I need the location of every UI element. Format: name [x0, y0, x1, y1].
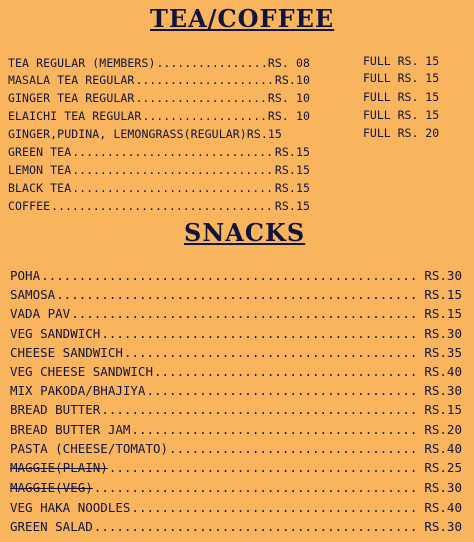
- snack-item-price: RS.15: [424, 306, 462, 321]
- dot-leader: [72, 145, 274, 159]
- snack-item-row: [10, 402, 462, 420]
- tea-item-name: GINGER,PUDINA, LEMONGRASS(REGULAR): [8, 127, 247, 141]
- snack-item-row: [10, 500, 462, 518]
- tea-item-price: ..RS. 08: [253, 56, 310, 70]
- snack-item-row: [10, 441, 462, 459]
- snack-item-row: [10, 345, 462, 363]
- dot-leader: [101, 326, 417, 341]
- dot-leader: [131, 500, 417, 515]
- dot-leader: [72, 163, 274, 177]
- dot-leader: [94, 480, 417, 495]
- dot-leader: [41, 268, 417, 283]
- dot-leader: [101, 402, 417, 417]
- tea-item-name: COFFEE: [8, 199, 51, 213]
- snack-item-price: RS.40: [424, 500, 462, 515]
- snack-item-name: VEG HAKA NOODLES: [10, 500, 131, 515]
- snack-item-name: PASTA (CHEESE/TOMATO): [10, 441, 169, 456]
- snack-item-row: [10, 268, 462, 286]
- dot-leader: [169, 441, 417, 456]
- tea-item-price: RS.10: [274, 73, 310, 87]
- snack-item-row: [10, 383, 462, 401]
- snack-item-name: MIX PAKODA/BHAJIYA: [10, 383, 146, 398]
- dot-leader: [71, 306, 417, 321]
- dot-leader: [124, 345, 417, 360]
- tea-item-row: [8, 73, 310, 90]
- tea-item-row: [8, 109, 310, 126]
- dot-leader: [146, 383, 417, 398]
- snack-item-row: [10, 422, 462, 440]
- tea-item-row: [8, 181, 310, 198]
- tea-item-full-price: FULL RS. 20: [363, 126, 440, 140]
- tea-item-price: RS. 10: [267, 109, 310, 123]
- snacks-title: SNACKS: [184, 218, 306, 247]
- snack-item-price: RS.15: [424, 287, 462, 302]
- tea-item-price: RS.15: [246, 127, 282, 141]
- tea-item-name: GREEN TEA: [8, 145, 72, 159]
- tea-item-row: [8, 91, 310, 108]
- tea-item-price: RS. 10: [267, 91, 310, 105]
- snack-item-name: BREAD BUTTER: [10, 402, 101, 417]
- snack-item-name: BREAD BUTTER JAM: [10, 422, 131, 437]
- snack-item-name: VEG SANDWICH: [10, 326, 101, 341]
- snack-item-row: [10, 480, 462, 498]
- tea-item-price: RS.15: [274, 163, 310, 177]
- dot-leader: [142, 109, 266, 123]
- snack-item-row: [10, 460, 462, 478]
- tea-item-price: RS.15: [274, 199, 310, 213]
- tea-item-row: [8, 127, 310, 144]
- tea-item-name: ELAICHI TEA REGULAR: [8, 109, 142, 123]
- tea-item-row: [8, 145, 310, 162]
- snack-item-row: [10, 306, 462, 324]
- snack-item-price: RS.35: [424, 345, 462, 360]
- dot-leader: [154, 364, 417, 379]
- tea-item-price: RS.15: [274, 145, 310, 159]
- snack-item-name: GREEN SALAD: [10, 519, 93, 534]
- snack-item-name: POHA: [10, 268, 41, 283]
- snack-item-row: [10, 364, 462, 382]
- tea-item-row: [8, 163, 310, 180]
- snack-item-price: RS.20: [424, 422, 462, 437]
- dot-leader: [51, 199, 274, 213]
- tea-item-full-price: FULL RS. 15: [363, 71, 440, 85]
- tea-item-name: BLACK TEA: [8, 181, 72, 195]
- snack-item-name: VADA PAV: [10, 306, 71, 321]
- snack-item-name: SAMOSA: [10, 287, 56, 302]
- dot-leader: [72, 181, 274, 195]
- tea-item-price: RS.15: [274, 181, 310, 195]
- dot-leader: [135, 91, 266, 105]
- snack-item-name: MAGGIE(VEG): [10, 480, 93, 495]
- tea-item-full-price: FULL RS. 15: [363, 108, 440, 122]
- snack-item-row: [10, 287, 462, 305]
- snack-item-price: RS.40: [424, 441, 462, 456]
- dot-leader: [157, 56, 253, 70]
- snack-item-name: MAGGIE(PLAIN): [10, 460, 108, 475]
- tea-item-row: [8, 199, 310, 216]
- snack-item-row: [10, 519, 462, 537]
- snack-item-price: RS.30: [424, 383, 462, 398]
- dot-leader: [94, 519, 417, 534]
- snack-item-price: RS.30: [424, 519, 462, 534]
- tea-item-row: [8, 56, 310, 73]
- snack-item-price: RS.40: [424, 364, 462, 379]
- tea-item-name: TEA REGULAR (MEMBERS): [8, 56, 156, 70]
- dot-leader: [56, 287, 417, 302]
- tea-item-name: MASALA TEA REGULAR: [8, 73, 135, 87]
- snack-item-name: CHEESE SANDWICH: [10, 345, 123, 360]
- tea-item-full-price: FULL RS. 15: [363, 90, 440, 104]
- dot-leader: [109, 460, 417, 475]
- tea-item-name: LEMON TEA: [8, 163, 72, 177]
- snack-item-price: RS.30: [424, 480, 462, 495]
- snack-item-price: RS.15: [424, 402, 462, 417]
- snack-item-price: RS.30: [424, 326, 462, 341]
- snack-item-price: RS.30: [424, 268, 462, 283]
- dot-leader: [135, 73, 273, 87]
- snack-item-name: VEG CHEESE SANDWICH: [10, 364, 153, 379]
- tea-item-name: GINGER TEA REGULAR: [8, 91, 135, 105]
- snack-item-row: [10, 326, 462, 344]
- snack-item-price: RS.25: [424, 460, 462, 475]
- tea-item-full-price: FULL RS. 15: [363, 54, 440, 68]
- dot-leader: [131, 422, 417, 437]
- tea-coffee-title: TEA/COFFEE: [150, 4, 335, 33]
